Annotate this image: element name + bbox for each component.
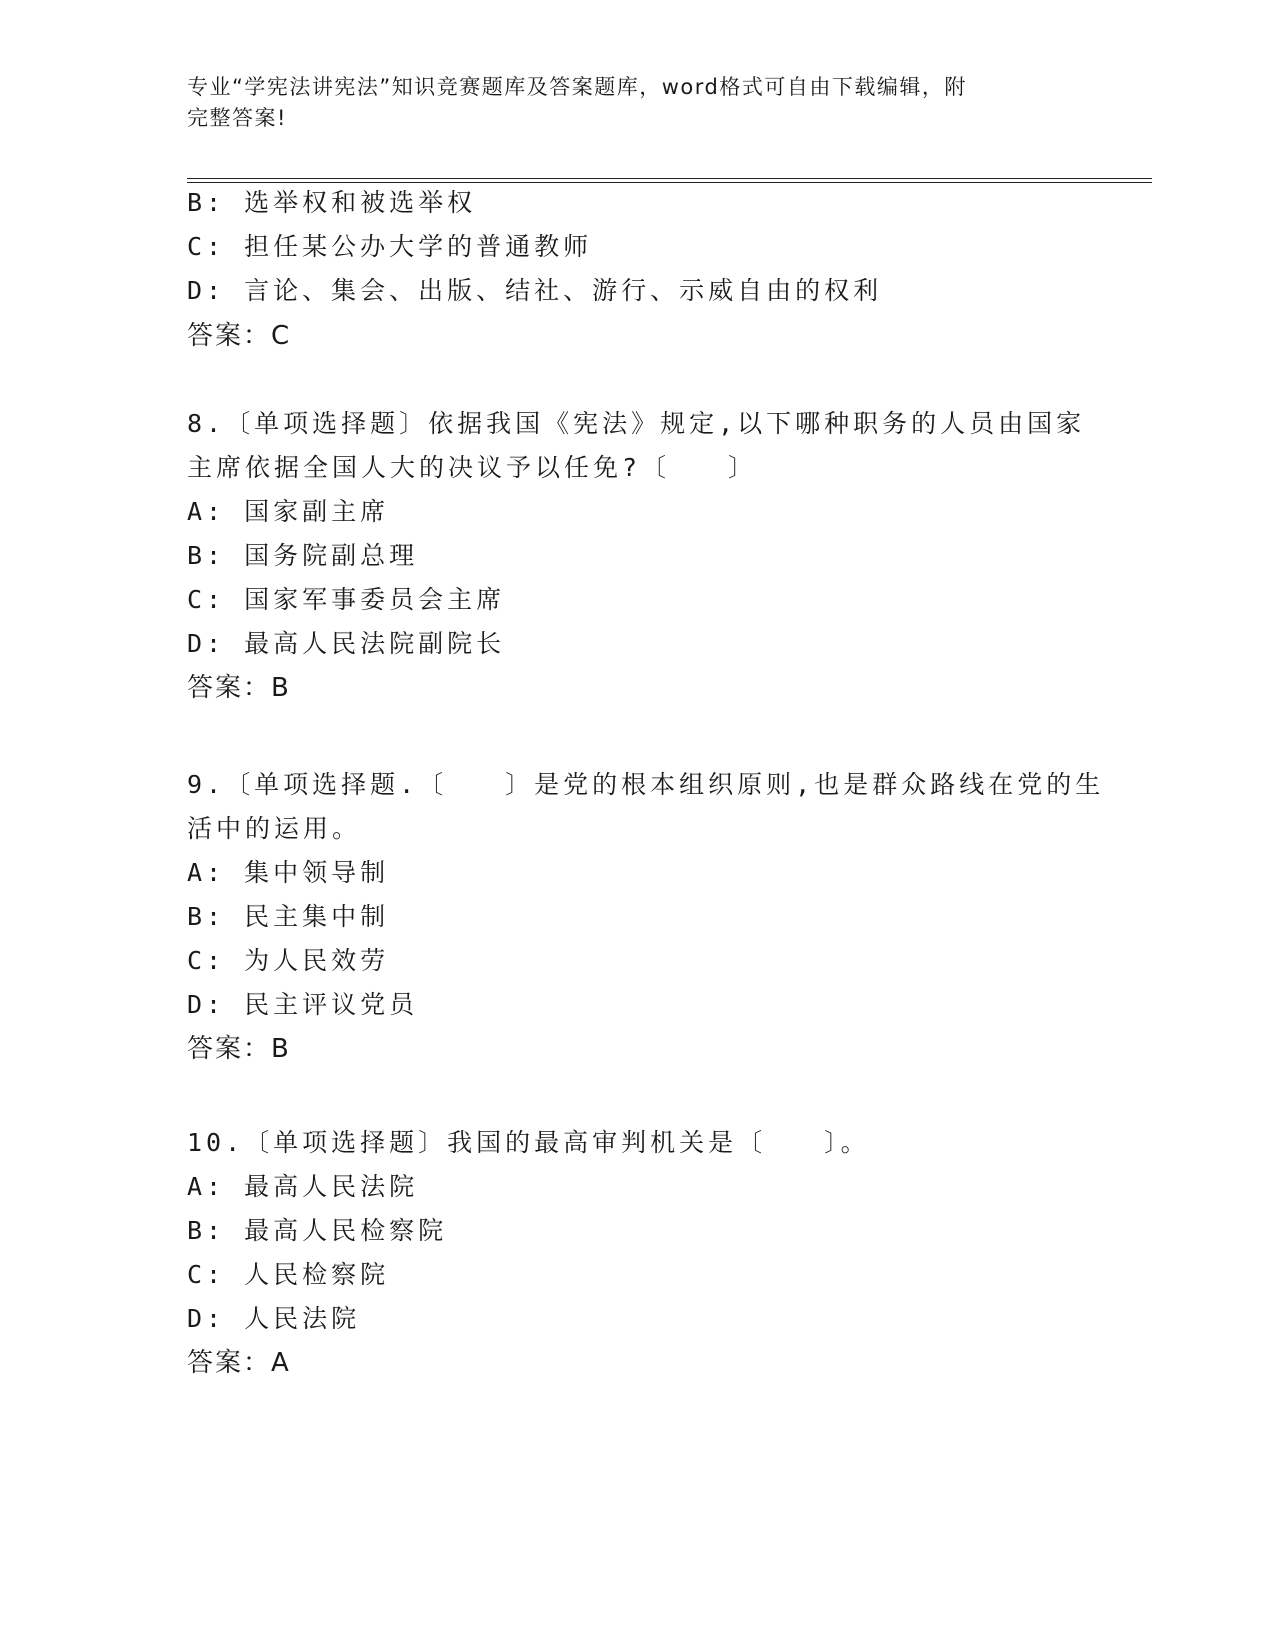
- q9-stem-line-1: 9.〔单项选择题.〔 〕是党的根本组织原则,也是群众路线在党的生: [187, 770, 1105, 799]
- q9-answer: 答案：B: [187, 1034, 291, 1064]
- q10-option-d: D: 人民法院: [187, 1304, 361, 1333]
- q10-answer: 答案：A: [187, 1348, 291, 1378]
- q7-answer: 答案：C: [187, 321, 292, 351]
- q9-option-c: C: 为人民效劳: [187, 946, 390, 975]
- q7-option-d: D: 言论、集会、出版、结社、游行、示威自由的权利: [187, 276, 883, 305]
- q8-option-a: A: 国家副主席: [187, 497, 390, 526]
- q8-option-b: B: 国务院副总理: [187, 541, 419, 570]
- q10-option-b: B: 最高人民检察院: [187, 1216, 448, 1245]
- q10-option-c: C: 人民检察院: [187, 1260, 390, 1289]
- header-divider-top: [187, 178, 1152, 179]
- q8-stem-line-2: 主席依据全国人大的决议予以任免?〔 〕: [187, 453, 758, 482]
- q8-option-d: D: 最高人民法院副院长: [187, 629, 506, 658]
- q8-answer: 答案：B: [187, 673, 291, 703]
- q7-option-b: B: 选举权和被选举权: [187, 188, 477, 217]
- q9-stem-line-2: 活中的运用。: [187, 814, 362, 843]
- document-header: [187, 72, 1067, 134]
- q10-option-a: A: 最高人民法院: [187, 1172, 419, 1201]
- q9-option-a: A: 集中领导制: [187, 858, 390, 887]
- q7-option-c: C: 担任某公办大学的普通教师: [187, 232, 593, 261]
- q9-option-d: D: 民主评议党员: [187, 990, 419, 1019]
- q8-option-c: C: 国家军事委员会主席: [187, 585, 506, 614]
- q9-option-b: B: 民主集中制: [187, 902, 390, 931]
- q8-stem-line-1: 8.〔单项选择题〕依据我国《宪法》规定,以下哪种职务的人员由国家: [187, 409, 1086, 438]
- q10-stem-line-1: 10.〔单项选择题〕我国的最高审判机关是〔 〕。: [187, 1128, 870, 1157]
- header-divider-bottom: [187, 182, 1152, 183]
- header-line-1: 专业“学宪法讲宪法”知识竞赛题库及答案题库，word格式可自由下载编辑，附: [187, 75, 967, 99]
- header-line-2: 完整答案!: [187, 106, 287, 130]
